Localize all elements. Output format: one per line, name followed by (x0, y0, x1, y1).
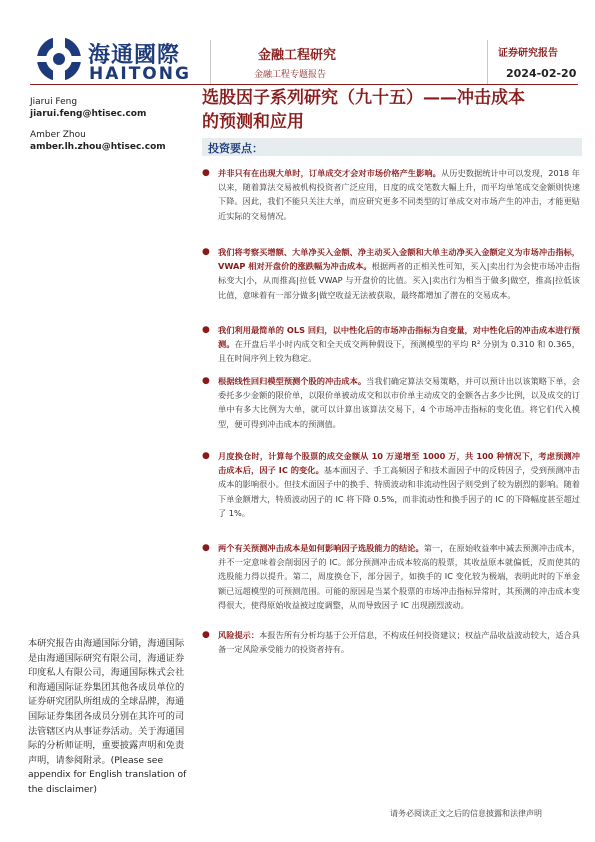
key-point-lead: 根据线性回归模型预测个股的冲击成本。 (218, 376, 367, 386)
key-point-text: 当我们确定算法交易策略，并可以预计出以该策略下单，会委托多少金额的限价单，以限价单被动成交和以市价单主动成交的金额各占多少比例，以及成交的订单中有多大比例为大单，就可以计算出该算法交易下，4 个市场冲击指标的变化值。将它们代入模型，便可得到冲击成本的预测值。 (218, 376, 580, 429)
header-rule (30, 84, 578, 85)
footer-notice: 请务必阅读正文之后的信息披露和法律声明 (390, 809, 542, 818)
risk-warning-text: 本报告所有分析均基于公开信息，不构成任何投资建议；权益产品收益波动较大，适合具备一定风险承受能力的投资者持有。 (218, 630, 580, 655)
author-email[interactable]: amber.lh.zhou@htisec.com (30, 142, 166, 152)
key-point-lead: 月度换仓时，计算每个股票的成交金额从 10 万递增至 1000 万，共 100 种情况下，考虑预测冲击成本后，因子 IC 的变化。 (218, 451, 580, 476)
key-point-item (202, 541, 580, 612)
key-point-text: 从历史数据统计中可以发现，2018 年以来，随着算法交易被机构投资者广泛应用，日度的成交笔数大幅上升，而平均单笔成交金额则快速下降。因此，我们不能只关注大单，而应研究更多不同类型的订单成交对市场产生的冲击，才能更贴近实际的交易情况。 (218, 168, 580, 221)
key-point-lead: 并非只有在出现大单时，订单成交才会对市场价格产生影响。 (218, 168, 441, 178)
key-point-item (202, 245, 580, 302)
key-point-item (202, 166, 580, 223)
key-point-item (202, 374, 580, 431)
header-divider (487, 40, 488, 84)
key-point-lead: 我们将考察买增额、大单净买入金额、净主动买入金额和大单主动净买入金额定义为市场冲击指标，VWAP 相对开盘价的涨跌幅为冲击成本。 (218, 247, 580, 272)
logo-english-name: HAITONG (89, 64, 191, 84)
risk-warning-label: 风险提示： (218, 630, 260, 640)
author-name: Amber Zhou (30, 130, 86, 140)
bullet-icon: ● (202, 168, 210, 178)
report-title-line: 选股因子系列研究（九十五）——冲击成本 (202, 88, 525, 108)
bullet-icon: ● (202, 630, 210, 640)
report-series-subtitle: 金融工程专题报告 (254, 70, 327, 80)
key-point-item (202, 449, 580, 520)
author-email[interactable]: jiarui.feng@htisec.com (30, 109, 147, 119)
bullet-icon: ● (202, 376, 210, 386)
report-title-line: 的预测和应用 (202, 112, 304, 132)
key-point-text: 根据两者的正相关性可知，买入|卖出行为会使市场冲击指标变大|小，从而推高|拉低 VWAP 与开盘价的比值。买入|卖出行为相当于做多|做空，推高|拉低该比值，意味着有一部分做多|做空收益无法被获取，最终都增加了潜在的交易成本。 (218, 261, 580, 300)
bullet-icon: ● (202, 247, 210, 257)
key-point-item (202, 323, 580, 366)
header-divider (210, 40, 211, 84)
haitong-logo-mark (34, 34, 84, 84)
distribution-disclaimer: 本研究报告由海通国际分销，海通国际是由海通国际研究有限公司，海通证券印度私人有限公司，海通国际株式会社和海通国际证券集团其他各成员单位的证券研究团队所组成的全球品牌，海通国际证券集团各成员分别在其许可的司法管辖区内从事证券活动。关于海通国际的分析师证明，重要披露声明和免责声明，请参阅附录。(Please see appendix for English translation of the disclaimer) (28, 638, 187, 795)
report-type-label: 证券研究报告 (498, 48, 558, 59)
logo-chinese-name: 海通國際 (88, 43, 181, 68)
report-title (202, 86, 582, 134)
key-point-lead: 两个有关预测冲击成本是如何影响因子选股能力的结论。 (218, 543, 424, 553)
key-point-item (202, 628, 580, 656)
bullet-icon: ● (202, 451, 210, 461)
bullet-icon: ● (202, 325, 210, 335)
report-date: 2024-02-20 (506, 67, 577, 80)
key-point-lead: 我们利用最简单的 OLS 回归，以中性化后的市场冲击指标为自变量，对中性化后的冲击成本进行预测。 (218, 325, 580, 350)
key-points-heading: 投资要点： (208, 142, 263, 155)
key-point-text: 第一，在原始收益率中减去预测冲击成本，并不一定意味着会削弱因子的 IC。部分预测冲击成本较高的股票，其收益原本就偏低，反而使其的选股能力得以提升。第二，周度换仓下，部分因子，如换手的 IC 变化较为极端，表明此时的下单金额已远超模型的可预测范围。可能的原因是当某个股票的市场冲击指标异常时，其预测的冲击成本变得很大，使得原始收益被过度调整，从而导致因子 IC 出现剧烈波动。 (218, 543, 580, 610)
key-point-text: 在开盘后半小时内成交和全天成交两种假设下，预测模型的平均 R² 分别为 0.310 和 0.365，且在时间序列上较为稳定。 (218, 339, 580, 364)
author-name: Jiarui Feng (30, 97, 78, 107)
bullet-icon: ● (202, 543, 210, 553)
key-point-text: 基本面因子、手工高频因子和技术面因子中的反转因子，受到预测冲击成本的影响很小。但技术面因子中的换手、特质波动和非流动性因子则受到了较为剧烈的影响。随着下单金额增大，特质波动因子的 IC 将下降 0.5%，而非流动性和换手因子的 IC 的下降幅度甚至超过了 1%。 (218, 465, 580, 518)
report-series-title: 金融工程研究 (258, 48, 337, 63)
